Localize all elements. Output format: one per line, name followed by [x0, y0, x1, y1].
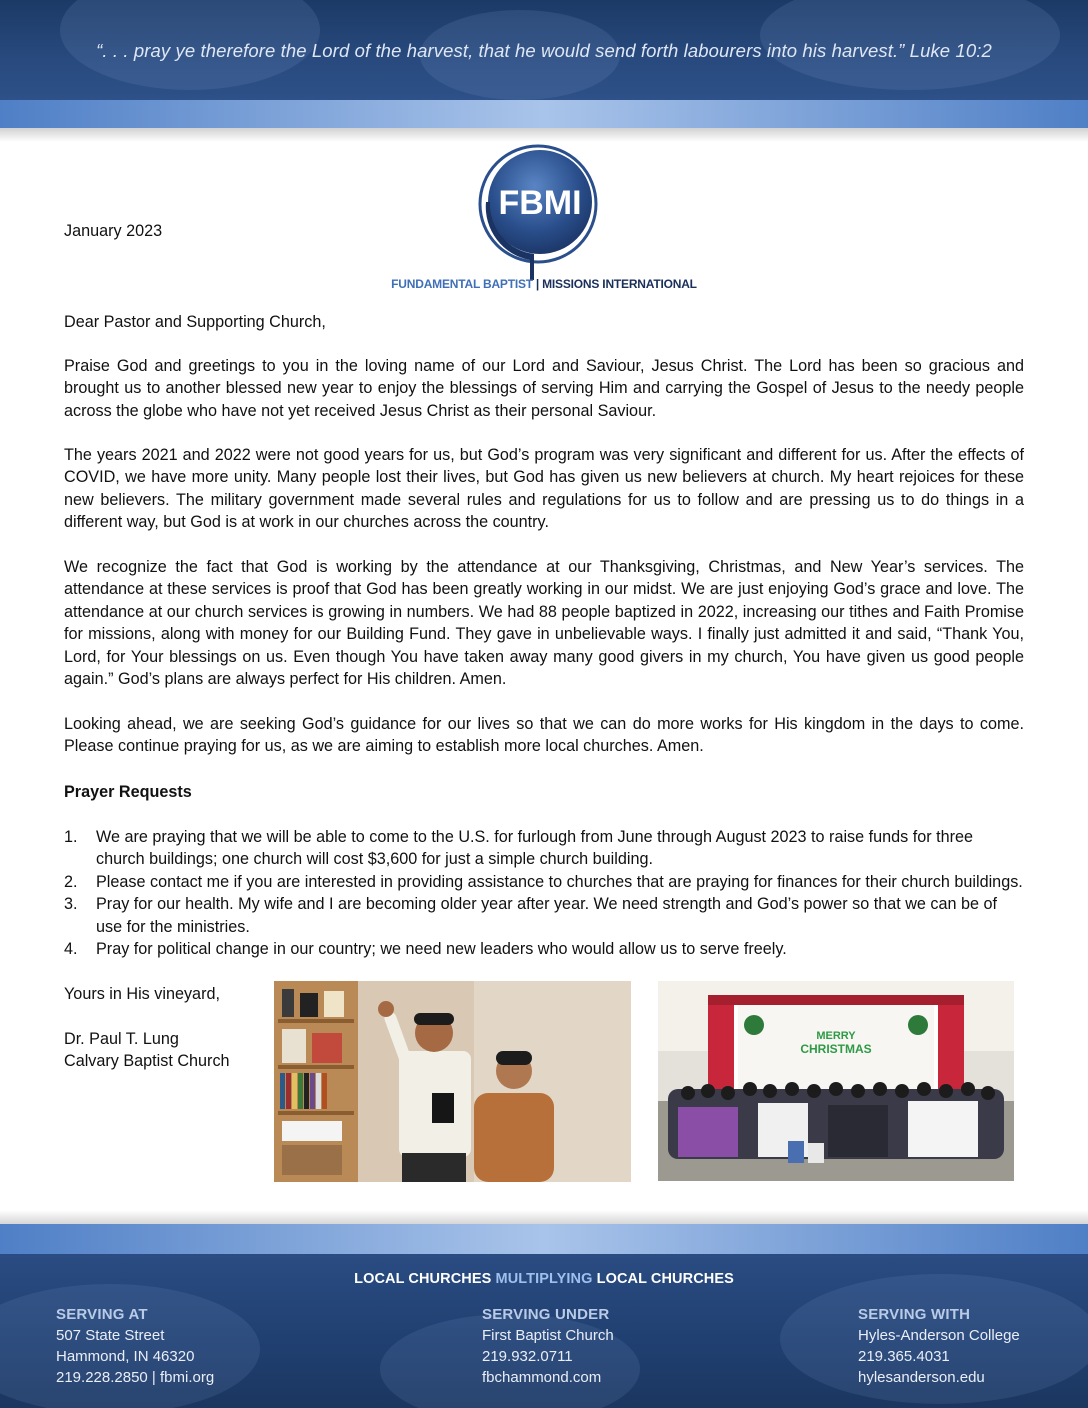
letter-paragraph-1: Praise God and greetings to you in the loving name of our Lord and Saviour, Jesus Christ. The Lord has been so gracious and brought us to another blessed new year to enjoy the blessings of serving Him and carrying the Gospel of Jesus to the needy people across the globe who have not yet received Jesus Christ as their personal Saviour. — [64, 357, 1024, 420]
logo-org-part1: FUNDAMENTAL BAPTIST — [391, 277, 533, 291]
photo-congregation-image — [658, 981, 1014, 1181]
item-number: 3. — [64, 895, 78, 914]
footer-line: First Baptist Church — [482, 1327, 614, 1344]
header-shadow — [0, 128, 1088, 142]
footer-line: Hyles-Anderson College — [858, 1327, 1020, 1344]
footer-stripe — [0, 1224, 1088, 1254]
prayer-requests-list — [64, 826, 1024, 960]
footer-line: hylesanderson.edu — [858, 1369, 985, 1386]
footer-tagline — [0, 1271, 1088, 1287]
logo-divider: | — [535, 277, 540, 291]
letter-date: January 2023 — [64, 222, 163, 240]
letter-signature — [64, 1028, 264, 1073]
tagline-part: MULTIPLYING — [495, 1271, 597, 1287]
footer-line: 219.228.2850 | fbmi.org — [56, 1369, 215, 1386]
header-banner — [0, 0, 1088, 100]
photo-pastor-and-wife-image — [274, 981, 631, 1182]
footer-line: 219.932.0711 — [482, 1348, 573, 1365]
letter-greeting: Dear Pastor and Supporting Church, — [64, 313, 326, 331]
item-number: 1. — [64, 828, 78, 846]
footer-line: 219.365.4031 — [858, 1348, 950, 1365]
photo-congregation — [658, 981, 1014, 1181]
photo-pastor-and-wife — [274, 981, 631, 1182]
footer-line: Hammond, IN 46320 — [56, 1348, 195, 1365]
footer-shadow — [0, 1210, 1088, 1224]
footer-line: 507 State Street — [56, 1327, 165, 1344]
prayer-requests-title: Prayer Requests — [64, 783, 192, 801]
header-quote: “. . . pray ye therefore the Lord of the harvest, that he would send forth labourers into his harvest.” Luke 10:2 — [96, 40, 992, 61]
signature-name: Dr. Paul T. Lung — [64, 1030, 179, 1048]
prayer-request-item — [64, 893, 1024, 938]
item-number: 4. — [64, 940, 78, 959]
footer-line: fbchammond.com — [482, 1369, 602, 1386]
item-text: We are praying that we will be able to come to the U.S. for furlough from June through August 2023 to raise funds for three church buildings; one church will cost $3,600 for just a simple church building. — [96, 828, 974, 869]
footer-serving-at — [56, 1304, 214, 1388]
letter-paragraph-2: The years 2021 and 2022 were not good years for us, but God’s program was very significant and different for us. After the effects of COVID, we have more unity. Many people lost their lives, but God has given us new believers at church. My heart rejoices for these new believers. The military government made several rules and regulations for us to follow and are pressing us to do things in a different way, but God is at work in our churches across the country. — [64, 446, 1024, 532]
fbmi-logo — [470, 142, 600, 284]
footer-heading: SERVING WITH — [858, 1306, 971, 1323]
header-stripe — [0, 100, 1088, 128]
footer-heading: SERVING AT — [56, 1306, 148, 1323]
letter-closing: Yours in His vineyard, — [64, 985, 220, 1003]
item-number: 2. — [64, 872, 78, 891]
logo-mark: FBMI — [498, 184, 582, 222]
prayer-request-item — [64, 938, 1024, 960]
prayer-request-item — [64, 826, 1024, 871]
tagline-part: LOCAL CHURCHES — [596, 1271, 734, 1287]
footer-heading: SERVING UNDER — [482, 1306, 610, 1323]
signature-church: Calvary Baptist Church — [64, 1052, 230, 1071]
footer-banner — [0, 1254, 1088, 1408]
crowd — [668, 1082, 1004, 1163]
footer-serving-with — [858, 1304, 1020, 1388]
tagline-part: LOCAL CHURCHES — [354, 1271, 496, 1287]
banner-text-line1: MERRY — [816, 1030, 856, 1042]
prayer-request-item — [64, 871, 1024, 893]
banner-text-line2: CHRISTMAS — [800, 1042, 872, 1056]
item-text: Pray for our health. My wife and I are becoming older year after year. We need strength and God’s power so that we can be of use for the ministries. — [96, 895, 998, 936]
logo-org-part2: MISSIONS INTERNATIONAL — [542, 277, 697, 291]
footer-serving-under — [482, 1304, 614, 1388]
logo-org-name — [320, 277, 768, 291]
item-text: Please contact me if you are interested in providing assistance to churches that are praying for finances for their church buildings. — [96, 872, 1023, 891]
letter-paragraph-3: We recognize the fact that God is working by the attendance at our Thanksgiving, Christmas, and New Year’s services. The attendance at these services is proof that God has been greatly working in our midst. We are just enjoying God’s grace and love. The attendance at our church services is growing in numbers. We had 88 people baptized in 2022, increasing our tithes and Faith Promise for missions, along with money for our Building Fund. They gave in unbelievable ways. I finally just admitted it and said, “Thank You, Lord, for Your blessings on us. Even though You have taken away many good givers in my church, You have given us good people again.” God’s plans are always perfect for His children. Amen. — [64, 558, 1024, 689]
letter-paragraph-4: Looking ahead, we are seeking God’s guidance for our lives so that we can do more works for His kingdom in the days to come. Please continue praying for us, as we are aiming to establish more local churches. Amen. — [64, 715, 1024, 756]
item-text: Pray for political change in our country; we need new leaders who would allow us to serve freely. — [96, 940, 787, 959]
